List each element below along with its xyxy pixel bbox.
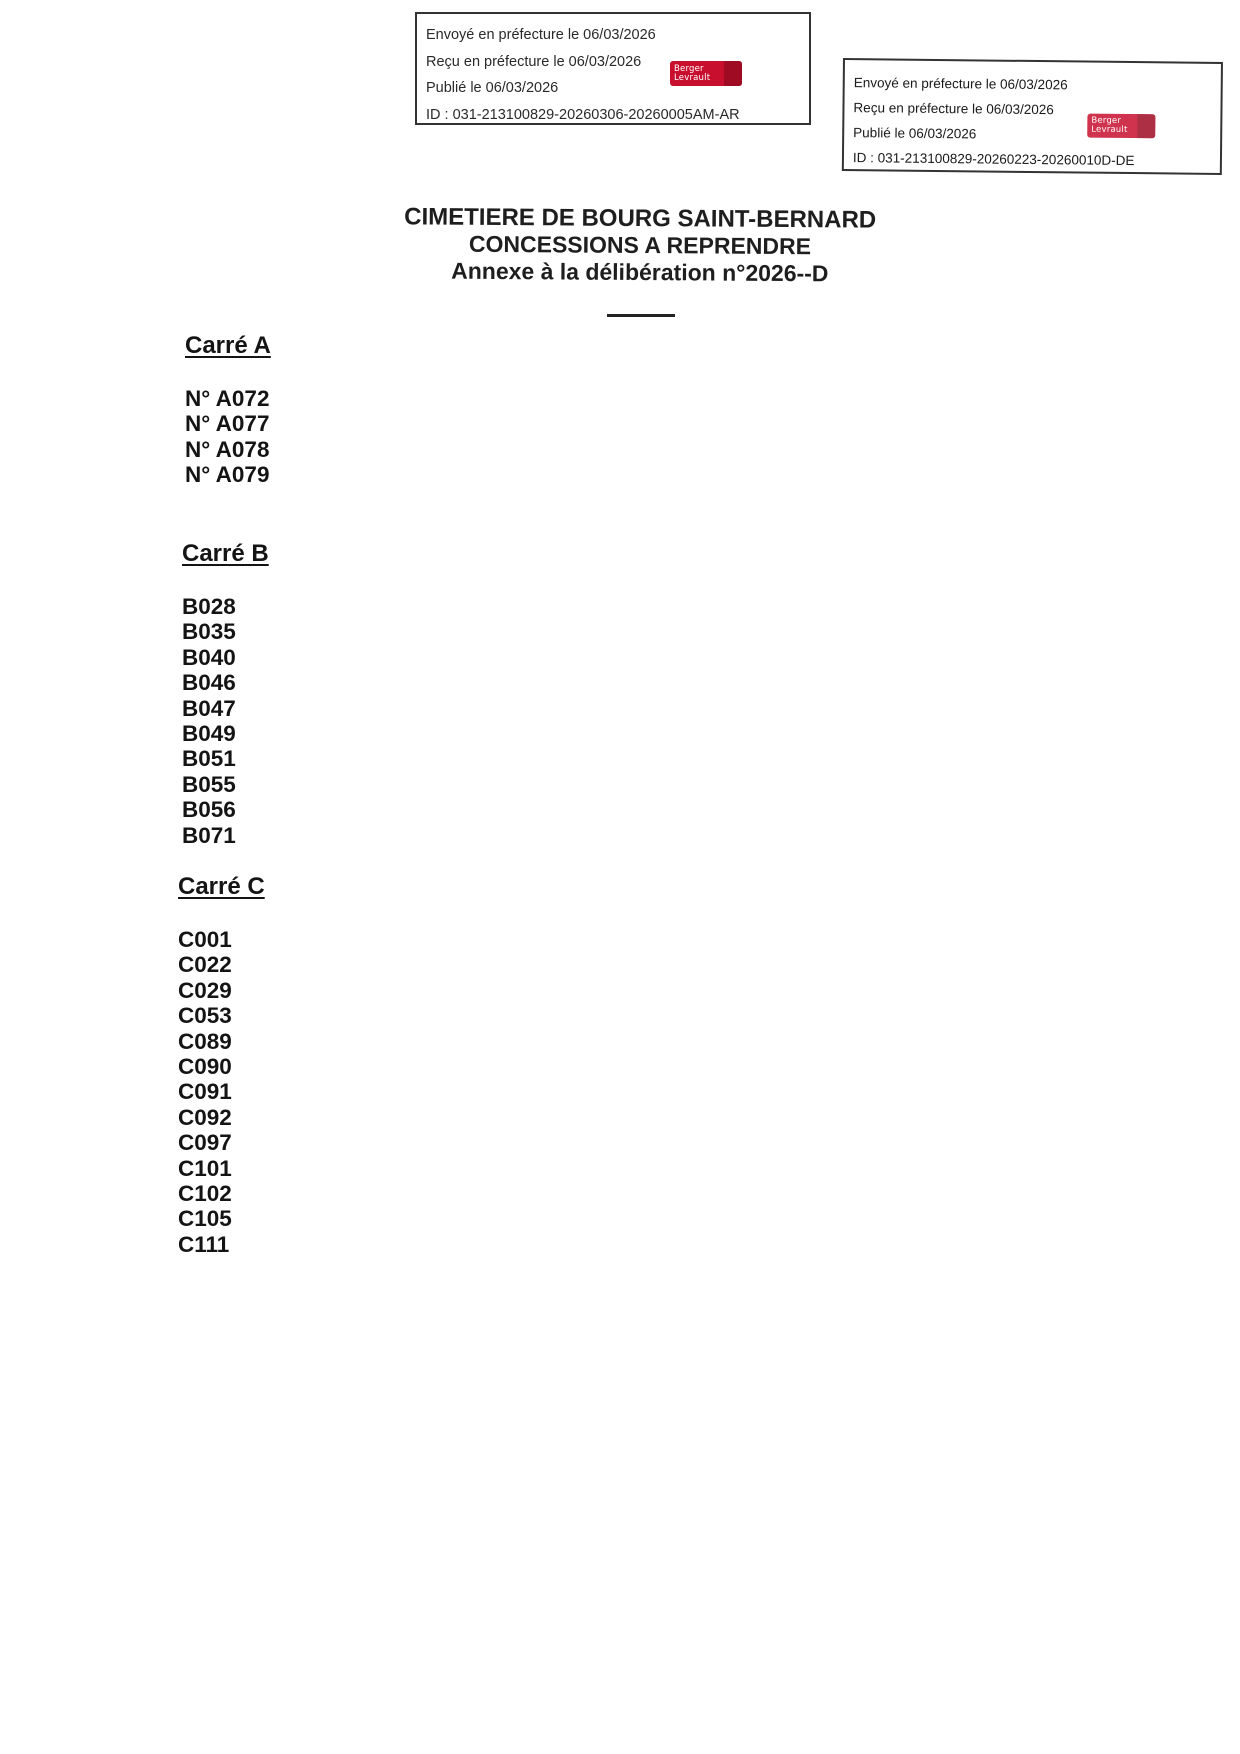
section-carre-a: [185, 332, 271, 488]
logo-word-berger: Berger: [1091, 115, 1122, 126]
section-title: Carré C: [178, 873, 265, 900]
document-annex-reference: Annexe à la délibération n°2026--D: [451, 257, 829, 287]
concession-list: [185, 386, 271, 488]
prefecture-stamp-1: [415, 12, 811, 125]
concession-number: B049: [182, 720, 236, 746]
concession-number: C101: [178, 1155, 232, 1181]
logo-word-berger: Berger: [674, 63, 704, 74]
concession-number: C097: [178, 1130, 232, 1156]
concession-number: N° A077: [185, 411, 270, 437]
stamp-received-date: Reçu en préfecture le 06/03/2026: [426, 53, 642, 70]
stamp-sent-date: Envoyé en préfecture le 06/03/2026: [853, 75, 1068, 93]
berger-levrault-logo: [1087, 114, 1155, 139]
document-header: [380, 203, 901, 288]
stamp-sent-date: Envoyé en préfecture le 06/03/2026: [426, 27, 656, 43]
concession-number: B071: [182, 822, 236, 848]
concession-number: N° A072: [185, 386, 270, 411]
concession-number: B056: [182, 797, 236, 823]
concession-number: B040: [182, 644, 236, 670]
stamp-published-date: Publié le 06/03/2026: [853, 125, 977, 142]
stamp-id: ID : 031-213100829-20260306-20260005AM-AR: [426, 106, 740, 123]
section-title: Carré A: [185, 332, 271, 359]
section-carre-c: [178, 873, 265, 1257]
logo-word-levrault: Levrault: [1091, 124, 1128, 135]
section-title: Carré B: [182, 540, 269, 567]
concession-number: C090: [178, 1053, 232, 1079]
header-divider: [607, 314, 675, 317]
concession-number: B046: [182, 670, 236, 696]
concession-number: C105: [178, 1206, 232, 1232]
concession-number: B028: [182, 594, 236, 619]
concession-number: C053: [178, 1003, 232, 1029]
concession-list: [178, 927, 265, 1257]
stamp-id: ID : 031-213100829-20260223-20260010D-DE: [852, 150, 1135, 169]
concession-number: N° A079: [185, 462, 270, 488]
section-carre-b: [182, 540, 269, 848]
concession-number: C091: [178, 1079, 232, 1105]
concession-number: C102: [178, 1180, 232, 1206]
concession-number: C001: [178, 927, 232, 952]
concession-number: C029: [178, 977, 232, 1003]
concession-number: N° A078: [185, 436, 270, 462]
concession-number: C111: [178, 1231, 230, 1257]
concession-number: C089: [178, 1028, 232, 1054]
document-subtitle: CONCESSIONS A REPRENDRE: [468, 230, 812, 260]
stamp-received-date: Reçu en préfecture le 06/03/2026: [853, 100, 1054, 118]
stamp-published-date: Publié le 06/03/2026: [426, 80, 559, 96]
concession-number: C092: [178, 1104, 232, 1130]
document-title: CIMETIERE DE BOURG SAINT-BERNARD: [404, 203, 877, 234]
concession-number: B051: [182, 746, 236, 772]
logo-word-levrault: Levrault: [674, 72, 711, 83]
concession-number: B055: [182, 771, 236, 797]
concession-list: [182, 594, 269, 848]
prefecture-stamp-2: [842, 58, 1223, 175]
concession-number: C022: [178, 952, 232, 978]
concession-number: B047: [182, 695, 236, 721]
concession-number: B035: [182, 619, 236, 645]
berger-levrault-logo: [670, 61, 742, 86]
